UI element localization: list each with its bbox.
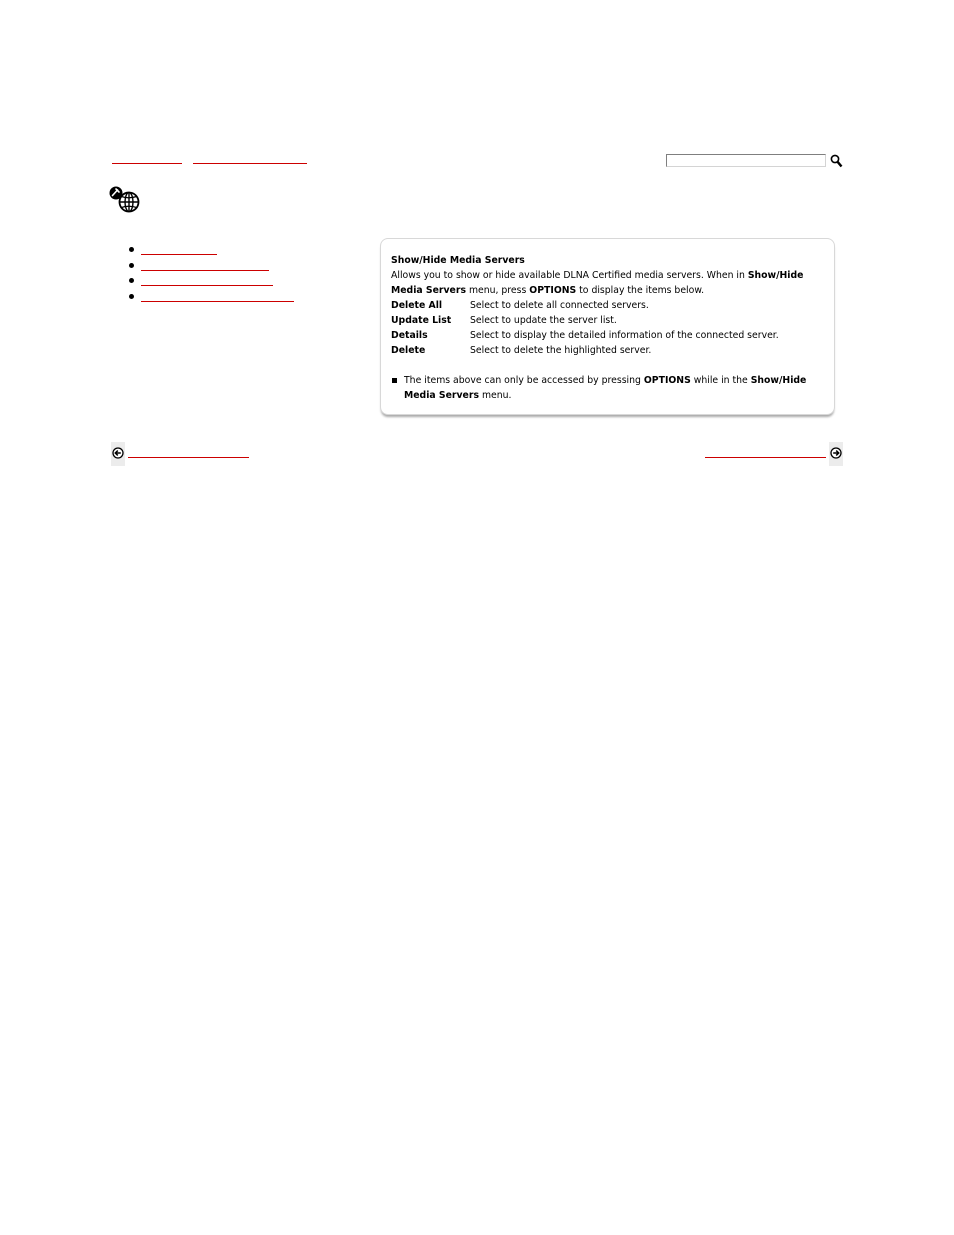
prev-page-link[interactable]	[128, 457, 249, 458]
note	[391, 373, 821, 403]
option-row	[391, 343, 821, 358]
panel-title: Show/Hide Media Servers	[391, 255, 525, 266]
bullet-dot	[129, 278, 134, 283]
note-part: while in the	[690, 375, 751, 386]
option-row	[391, 328, 821, 343]
note-part: menu.	[478, 390, 512, 401]
option-term: Delete	[391, 345, 426, 356]
option-term: Details	[391, 330, 428, 341]
arrow-left-icon	[112, 447, 124, 459]
option-term: Update List	[391, 315, 452, 326]
desc-text: to display the items below.	[576, 285, 705, 296]
note-text	[404, 373, 821, 403]
search-input[interactable]	[666, 154, 826, 167]
topic-link-3[interactable]	[141, 285, 273, 286]
topic-link-2[interactable]	[141, 270, 269, 271]
desc-text: menu, press	[465, 285, 530, 296]
note-part: The items above can only be accessed by pressing	[404, 375, 644, 386]
desc-bold-options: OPTIONS	[529, 285, 577, 296]
desc-text: Allows you to show or hide available DLNA Certified media servers. When in	[391, 270, 748, 281]
bullet-dot	[129, 294, 134, 299]
option-desc: Select to delete the highlighted server.	[470, 345, 652, 356]
breadcrumb-link-1[interactable]	[112, 163, 182, 164]
note-bullet	[392, 378, 397, 383]
option-row	[391, 298, 821, 313]
arrow-right-icon	[830, 447, 842, 459]
next-page-button[interactable]	[829, 442, 843, 466]
bullet-dot	[129, 247, 134, 252]
settings-network-icon	[108, 185, 142, 213]
note-bold-menu: Show/Hide Media Servers	[404, 375, 807, 401]
prev-page-button[interactable]	[111, 442, 125, 466]
option-desc: Select to delete all connected servers.	[470, 300, 649, 311]
option-row	[391, 313, 821, 328]
note-bold-options: OPTIONS	[643, 375, 691, 386]
option-desc: Select to display the detailed information of the connected server.	[470, 330, 779, 341]
topic-link-1[interactable]	[141, 254, 217, 255]
breadcrumb-link-2[interactable]	[193, 163, 307, 164]
next-page-link[interactable]	[705, 457, 826, 458]
panel-description	[391, 268, 821, 298]
topic-link-4[interactable]	[141, 301, 294, 302]
option-desc: Select to update the server list.	[470, 315, 617, 326]
desc-bold-menu: Show/Hide Media Servers	[391, 270, 804, 296]
content-panel	[380, 238, 835, 415]
bullet-dot	[129, 263, 134, 268]
option-term: Delete All	[391, 300, 443, 311]
search-button[interactable]	[830, 153, 843, 167]
magnifier-icon	[830, 154, 843, 168]
